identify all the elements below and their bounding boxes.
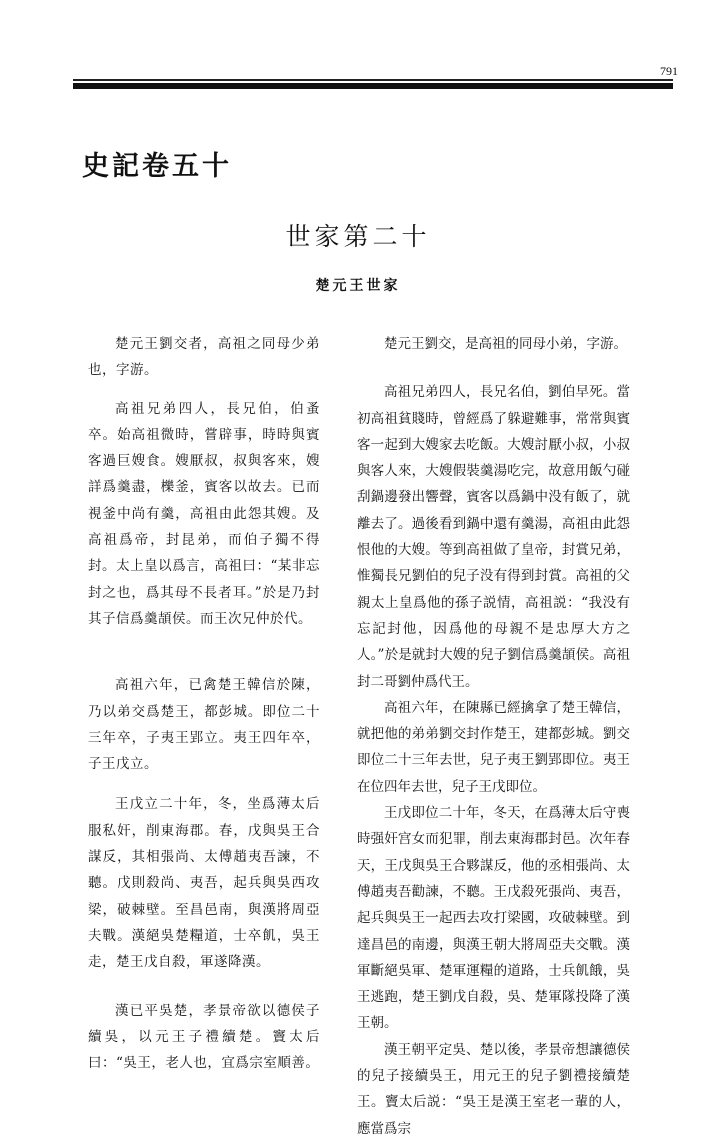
modern-paragraph: 王戊即位二十年，冬天，在爲薄太后守喪時强奸宫女而犯罪，削去東海郡封邑。次年春天，王戊與吳王合夥謀反，他的丞相張尚、太傅趙夷吾勸諫，不聽。王戊殺死張尚、夷吾，起兵與吳王一起西去攻打梁國，攻破棘壁。到達昌邑的南邊，與漢王朝大將周亞夫交戰。漢軍斷絕吳軍、楚軍運糧的道路，士兵飢餓，吳王逃跑，楚王劉戊自殺，吳、楚軍隊投降了漢王朝。	[357, 805, 630, 1032]
book-title: 史記卷五十	[82, 151, 232, 182]
modern-translation-column	[357, 331, 630, 1142]
sub-title: 楚元王世家	[315, 278, 401, 294]
modern-paragraph: 漢王朝平定吳、楚以後，孝景帝想讓德侯的兒子接續吳王，用元王的兒子劉禮接續楚王。竇太后説：“吳王是漢王室老一輩的人，應當爲宗	[357, 1041, 630, 1137]
classical-paragraph: 高祖六年，已禽楚王韓信於陳，乃以弟交爲楚王，都彭城。即位二十三年卒，子夷王郢立。夷王四年卒，子王戊立。	[88, 677, 320, 773]
classical-paragraph: 高祖兄弟四人，長兄伯，伯蚤卒。始高祖微時，嘗辟事，時時與賓客過巨嫂食。嫂厭叔，叔與客來，嫂詳爲羹盡，櫟釜，賓客以故去。已而視釜中尚有羹，高祖由此怨其嫂。及高祖爲帝，封昆弟，而伯子獨不得封。太上皇以爲言，高祖曰：“某非忘封之也，爲其母不長者耳。”於是乃封其子信爲羹頡侯。而王次兄仲於代。	[88, 400, 320, 627]
page-number: 791	[660, 64, 678, 78]
header-rule-thin	[73, 79, 673, 81]
modern-paragraph: 高祖六年，在陳縣已經擒拿了楚王韓信，就把他的弟弟劉交封作楚王，建都彭城。劉交即位二十三年去世，兒子夷王劉郢即位。夷王在位四年去世，兒子王戊即位。	[357, 699, 630, 795]
section-title: 世家第二十	[285, 222, 431, 251]
classical-paragraph: 王戊立二十年，冬，坐爲薄太后服私奸，削東海郡。春，戊與吳王合謀反，其相張尚、太傅趙夷吾諫，不聽。戊則殺尚、夷吾，起兵與吳西攻梁，破棘壁。至昌邑南，與漢將周亞夫戰。漢絕吳楚糧道，士卒飢，吳王走，楚王戊自殺，軍遂降漢。	[88, 796, 320, 971]
header-rule-thick	[73, 83, 673, 89]
modern-paragraph: 楚元王劉交，是高祖的同母小弟，字游。	[384, 336, 627, 352]
classical-paragraph: 漢已平吳楚，孝景帝欲以德侯子續吳，以元王子禮續楚。竇太后曰：“吳王，老人也，宜爲宗室順善。	[88, 1002, 320, 1072]
classical-paragraph: 楚元王劉交者，高祖之同母少弟也，字游。	[88, 336, 320, 379]
modern-paragraph: 高祖兄弟四人，長兄名伯，劉伯早死。當初高祖貧賤時，曾經爲了躲避難事，常常與賓客一起到大嫂家去吃飯。大嫂討厭小叔，小叔與客人來，大嫂假裝羹湯吃完，故意用飯勺碰刮鍋邊發出響聲，賓客以爲鍋中没有飯了，就離去了。過後看到鍋中還有羹湯，高祖由此怨恨他的大嫂。等到高祖做了皇帝，封賞兄弟，惟獨長兄劉伯的兒子没有得到封賞。高祖的父親太上皇爲他的孫子説情，高祖説：“我没有忘記封他，因爲他的母親不是忠厚大方之人。”於是就封大嫂的兒子劉信爲羹頡侯。高祖封二哥劉仲爲代王。	[357, 384, 630, 690]
classical-text-column	[88, 331, 320, 1088]
